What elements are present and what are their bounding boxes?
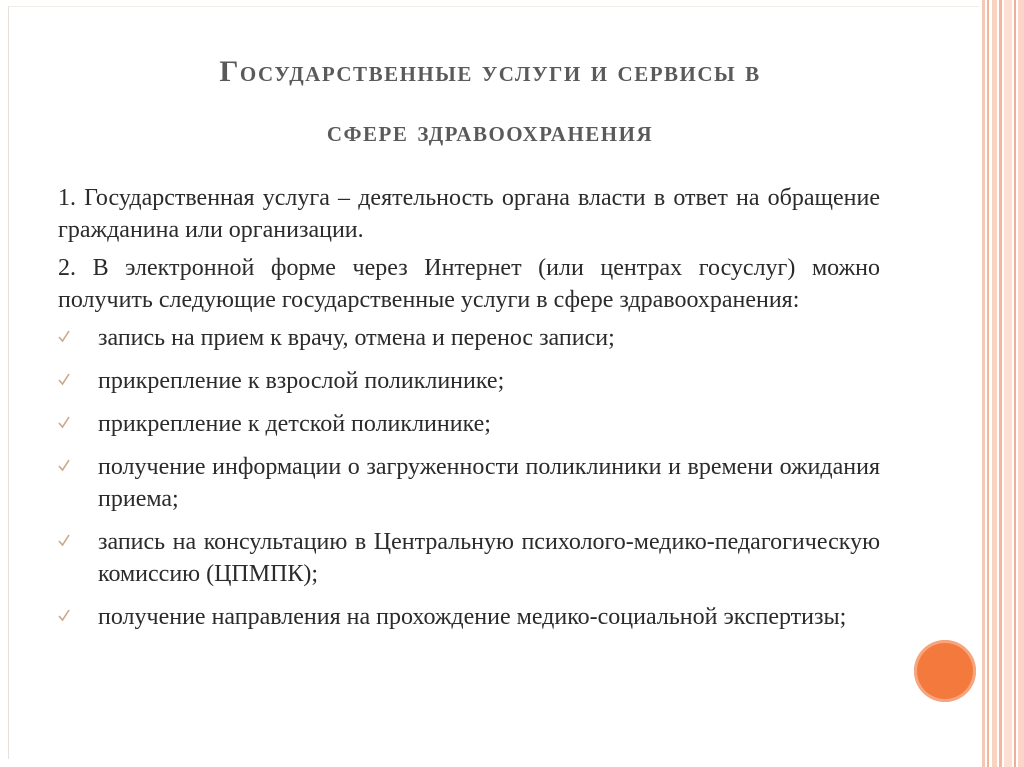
list-item	[58, 526, 880, 590]
list-item-text: получение направления на прохождение медико-социальной экспертизы;	[98, 604, 847, 630]
decor-stripe	[987, 0, 989, 767]
decor-stripe	[1014, 0, 1016, 767]
decor-stripe	[1018, 0, 1024, 767]
list-item	[58, 601, 880, 633]
list-item	[58, 322, 880, 354]
slide-body	[58, 182, 880, 644]
paragraph-2: 2. В электронной форме через Интернет (или центрах госуслуг) можно получить следующие государственные услуги в сфере здравоохранения:	[58, 255, 880, 313]
list-item	[58, 365, 880, 397]
slide-title	[70, 42, 910, 162]
services-list	[58, 322, 880, 633]
title-line-1: Государственные услуги и сервисы в	[219, 55, 761, 88]
check-icon	[58, 328, 70, 344]
list-item-text: запись на прием к врачу, отмена и перенос записи;	[98, 325, 615, 351]
list-item-text: получение информации о загруженности поликлиники и времени ожидания приема;	[98, 454, 880, 512]
check-icon	[58, 371, 70, 387]
decor-stripe	[999, 0, 1002, 767]
check-icon	[58, 532, 70, 548]
decor-stripe	[1004, 0, 1012, 767]
list-item-text: запись на консультацию в Центральную психолого-медико-педагогическую комиссию (ЦПМПК);	[98, 529, 880, 587]
orange-circle-decor	[914, 640, 976, 702]
paragraph-1: 1. Государственная услуга – деятельность органа власти в ответ на обращение гражданина или организации.	[58, 185, 880, 243]
check-icon	[58, 457, 70, 473]
title-line-2: сфере здравоохранения	[326, 115, 654, 148]
check-icon	[58, 414, 70, 430]
decor-stripe	[992, 0, 997, 767]
check-icon	[58, 607, 70, 623]
list-item-text: прикрепление к детской поликлинике;	[98, 411, 491, 437]
decor-stripe	[982, 0, 985, 767]
list-item	[58, 408, 880, 440]
list-item	[58, 451, 880, 515]
list-item-text: прикрепление к взрослой поликлинике;	[98, 368, 505, 394]
